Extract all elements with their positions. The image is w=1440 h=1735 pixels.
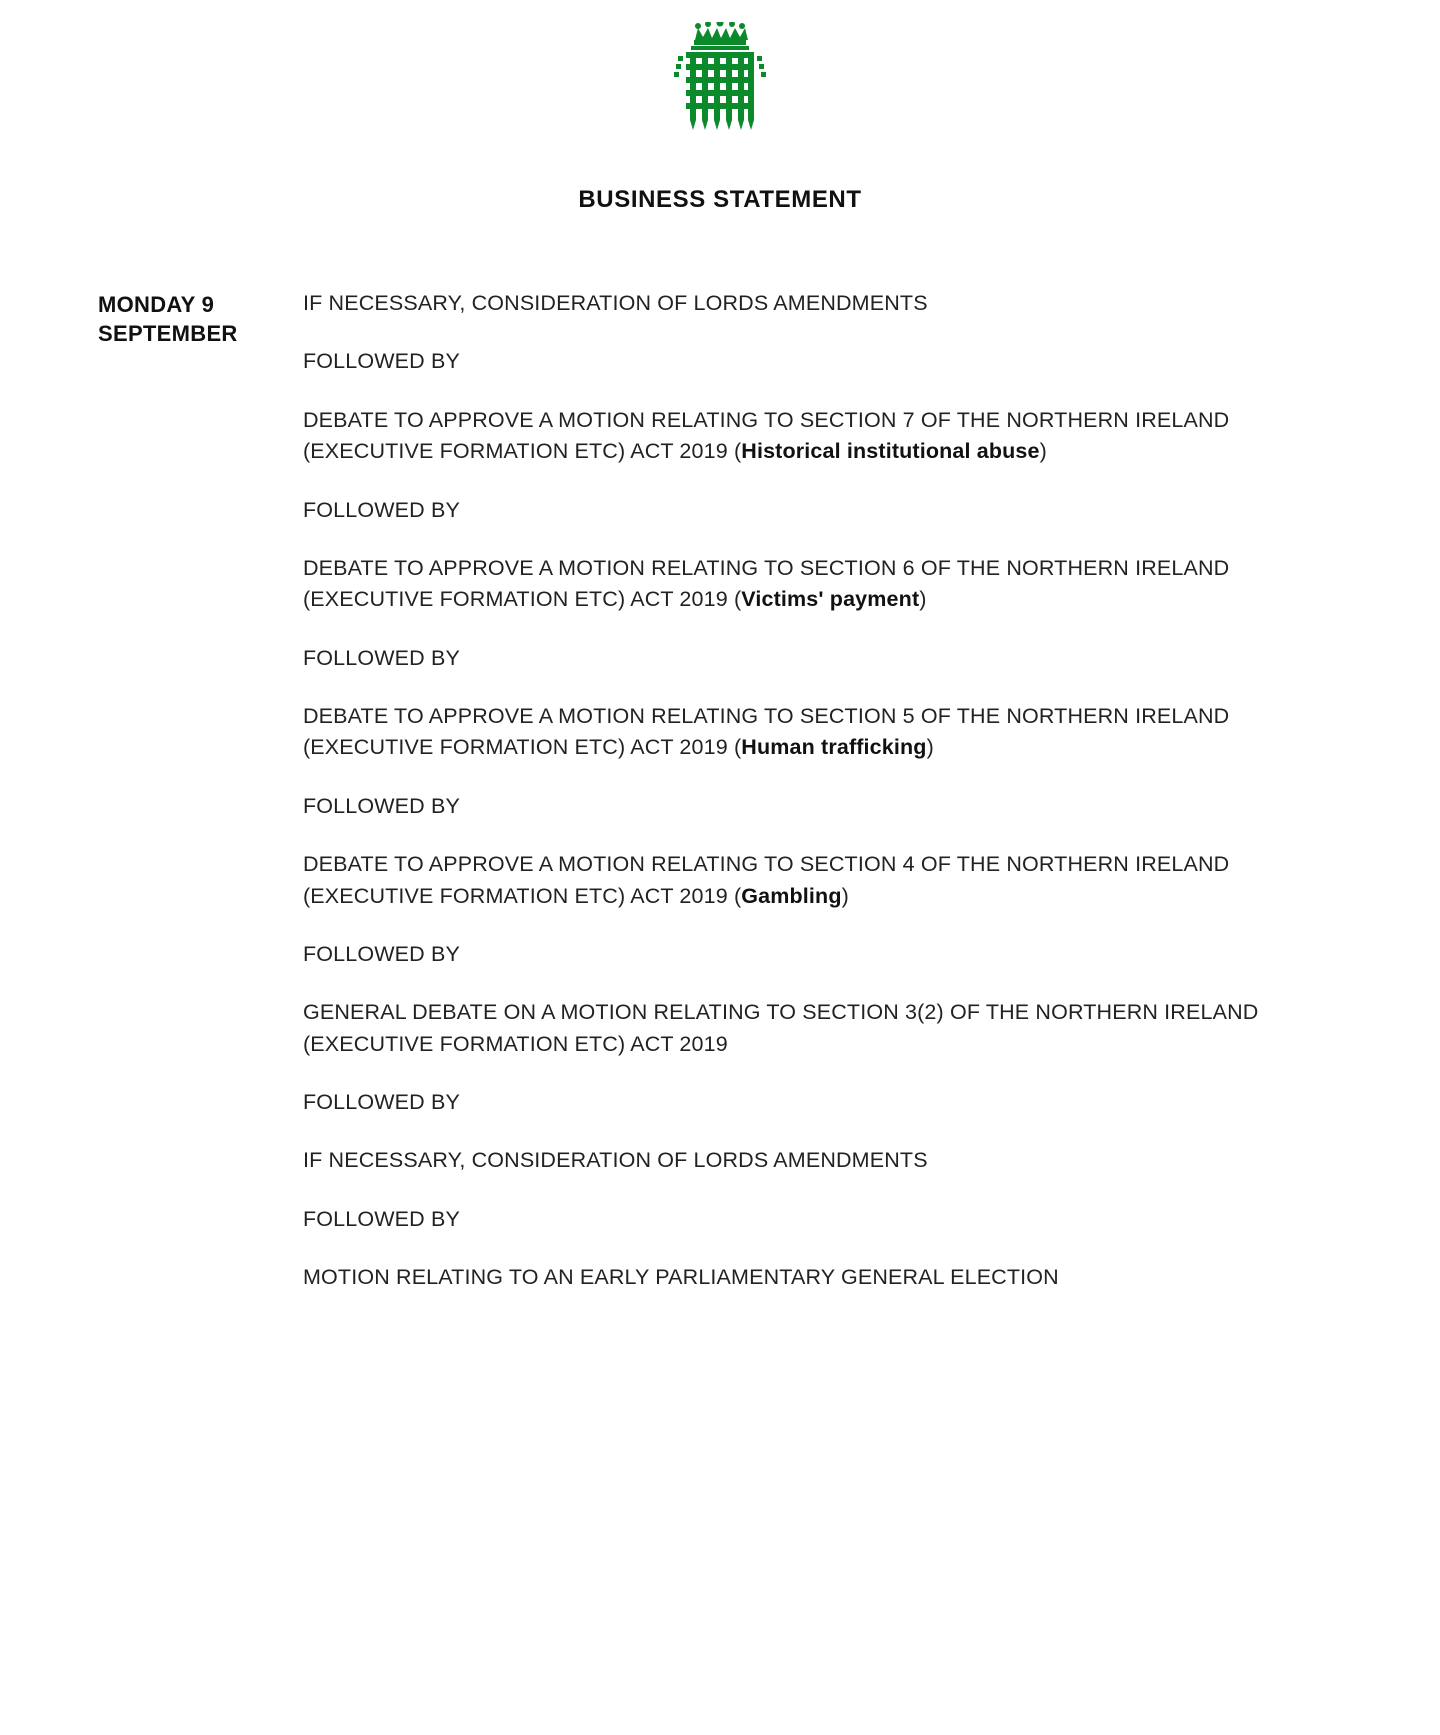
page-bottom-margin: [0, 1294, 1440, 1554]
business-item-text: DEBATE TO APPROVE A MOTION RELATING TO SECTION 7 OF THE NORTHERN IRELAND (EXECUTIVE FORMATION ETC) ACT 2019 (: [303, 407, 1230, 464]
business-item-emphasis: Gambling: [741, 883, 842, 908]
business-item: [303, 1087, 1310, 1118]
business-item-suffix: ): [926, 735, 934, 760]
business-item: [303, 1262, 1310, 1293]
business-item-emphasis: Victims' payment: [741, 587, 920, 612]
business-item-text: FOLLOWED BY: [303, 645, 460, 670]
business-item-text: FOLLOWED BY: [303, 941, 460, 966]
business-item-text: FOLLOWED BY: [303, 1090, 460, 1114]
business-item-text: DEBATE TO APPROVE A MOTION RELATING TO SECTION 6 OF THE NORTHERN IRELAND (EXECUTIVE FORMATION ETC) ACT 2019 (: [303, 555, 1230, 612]
business-item: [303, 643, 1310, 674]
crest-container: [0, 0, 1440, 140]
business-item: [303, 939, 1310, 970]
business-item-text: DEBATE TO APPROVE A MOTION RELATING TO SECTION 4 OF THE NORTHERN IRELAND (EXECUTIVE FORMATION ETC) ACT 2019 (: [303, 852, 1230, 908]
business-item: [303, 405, 1310, 468]
business-item-text: FOLLOWED BY: [303, 349, 460, 374]
business-item-text: DEBATE TO APPROVE A MOTION RELATING TO SECTION 5 OF THE NORTHERN IRELAND (EXECUTIVE FORMATION ETC) ACT 2019 (: [303, 704, 1230, 760]
business-item: [303, 553, 1310, 616]
business-item-text: IF NECESSARY, CONSIDERATION OF LORDS AMENDMENTS: [303, 1148, 928, 1173]
schedule-items: [303, 288, 1310, 1294]
schedule-section: [0, 288, 1440, 1294]
business-item-text: FOLLOWED BY: [303, 793, 460, 818]
business-item-emphasis: Historical institutional abuse: [741, 439, 1040, 464]
business-item-text: IF NECESSARY, CONSIDERATION OF LORDS AMENDMENTS: [303, 291, 928, 315]
business-item: [303, 849, 1310, 912]
portcullis-crest-icon: [664, 22, 776, 144]
business-item-text: FOLLOWED BY: [303, 497, 460, 522]
business-item-suffix: ): [841, 883, 849, 908]
business-item-emphasis: Human trafficking: [741, 735, 927, 760]
schedule-day-label: MONDAY 9 SEPTEMBER: [98, 292, 238, 347]
business-item-text: FOLLOWED BY: [303, 1206, 460, 1231]
business-item: [303, 997, 1310, 1060]
business-item: [303, 346, 1310, 377]
business-item: [303, 288, 1310, 319]
business-item-suffix: ): [919, 587, 927, 612]
business-item-suffix: ): [1039, 439, 1047, 464]
page-title: BUSINESS STATEMENT: [578, 186, 862, 213]
business-item-text: MOTION RELATING TO AN EARLY PARLIAMENTARY GENERAL ELECTION: [303, 1265, 1059, 1290]
business-item: [303, 1204, 1310, 1235]
business-item: [303, 495, 1310, 526]
business-item: [303, 1145, 1310, 1176]
business-item: [303, 701, 1310, 764]
business-item: [303, 791, 1310, 822]
business-item-text: GENERAL DEBATE ON A MOTION RELATING TO SECTION 3(2) OF THE NORTHERN IRELAND (EXECUTIVE FORMATION ETC) ACT 2019: [303, 1000, 1259, 1056]
